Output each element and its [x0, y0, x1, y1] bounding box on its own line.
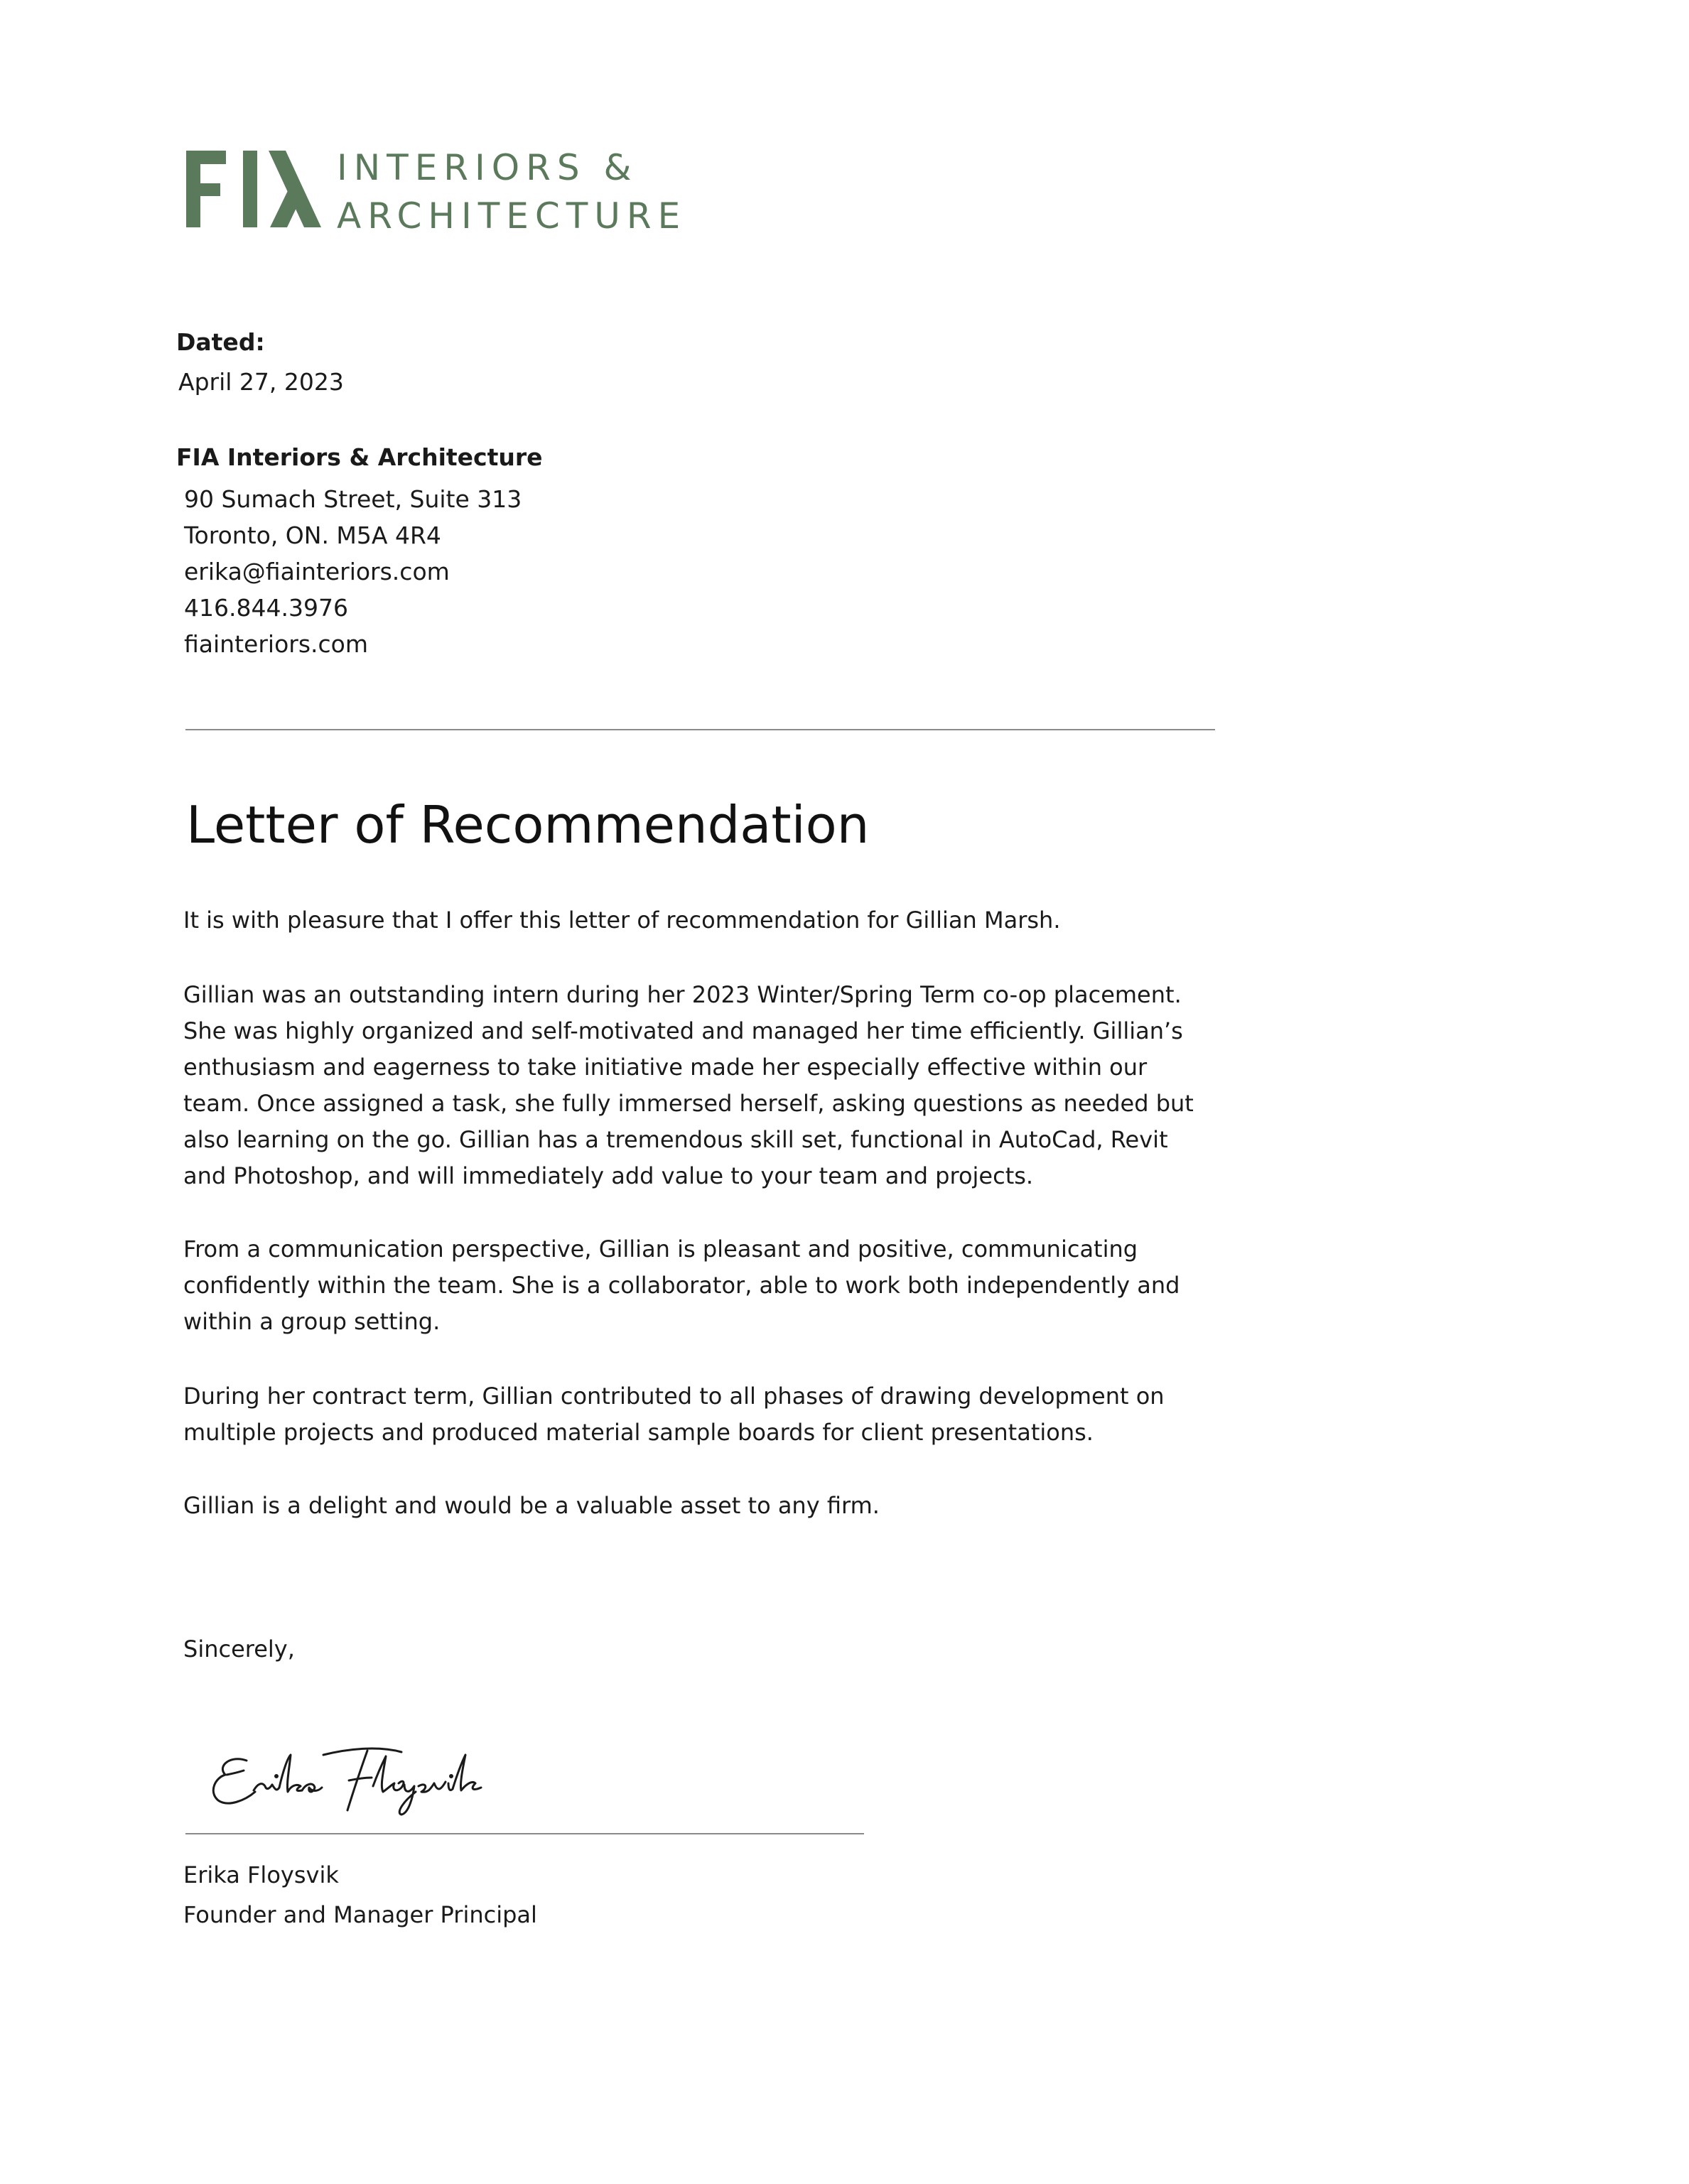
signer-title: Founder and Manager Principal — [183, 1901, 537, 1928]
letter-title: Letter of Recommendation — [186, 795, 870, 855]
paragraph-line: During her contract term, Gillian contributed to all phases of drawing development on — [183, 1383, 1165, 1410]
paragraph-line: team. Once assigned a task, she fully immersed herself, asking questions as needed but — [183, 1090, 1194, 1117]
closing-salutation: Sincerely, — [183, 1636, 295, 1663]
paragraph-line: within a group setting. — [183, 1308, 441, 1335]
paragraph-line: She was highly organized and self-motivated and managed her time efficiently. Gillian’s — [183, 1017, 1183, 1044]
fia-logo-mark — [186, 151, 321, 227]
paragraph-line: It is with pleasure that I offer this letter of recommendation for Gillian Marsh. — [183, 907, 1061, 934]
paragraph-line: From a communication perspective, Gillian is pleasant and positive, communicating — [183, 1236, 1138, 1263]
contact-address: 90 Sumach Street, Suite 313 — [184, 485, 522, 513]
paragraph-intro — [183, 902, 1278, 939]
paragraph-line: enthusiasm and eagerness to take initiative made her especially effective within our — [183, 1054, 1148, 1081]
contact-list — [184, 481, 522, 662]
paragraph-line: Gillian was an outstanding intern during her 2023 Winter/Spring Term co-op placement. — [183, 981, 1182, 1008]
dated-value: April 27, 2023 — [178, 368, 344, 396]
signer-name: Erika Floysvik — [183, 1861, 339, 1888]
header-divider — [185, 729, 1215, 730]
paragraph-line: multiple projects and produced material sample boards for client presentations. — [183, 1419, 1094, 1446]
contact-email[interactable]: erika@fiainteriors.com — [184, 558, 450, 585]
paragraph-line: Gillian is a delight and would be a valuable asset to any firm. — [183, 1492, 880, 1519]
contact-city: Toronto, ON. M5A 4R4 — [184, 521, 441, 549]
paragraph-contract — [183, 1378, 1278, 1451]
paragraph-internship — [183, 977, 1278, 1194]
logo-line-1: INTERIORS & — [337, 147, 638, 188]
paragraph-line: also learning on the go. Gillian has a tremendous skill set, functional in AutoCad, Revit — [183, 1126, 1168, 1153]
paragraph-closing-remark — [183, 1488, 1278, 1524]
contact-phone: 416.844.3976 — [184, 594, 348, 622]
company-name: FIA Interiors & Architecture — [176, 443, 543, 471]
handwritten-signature — [203, 1726, 515, 1819]
paragraph-communication — [183, 1231, 1278, 1340]
paragraph-line: confidently within the team. She is a collaborator, able to work both independently and — [183, 1272, 1180, 1299]
dated-label: Dated: — [176, 328, 265, 356]
contact-website[interactable]: fiainteriors.com — [184, 630, 368, 658]
logo-wordmark — [337, 144, 686, 240]
signature-line — [185, 1833, 864, 1834]
paragraph-line: and Photoshop, and will immediately add value to your team and projects. — [183, 1162, 1034, 1189]
logo-line-2: ARCHITECTURE — [337, 195, 687, 237]
